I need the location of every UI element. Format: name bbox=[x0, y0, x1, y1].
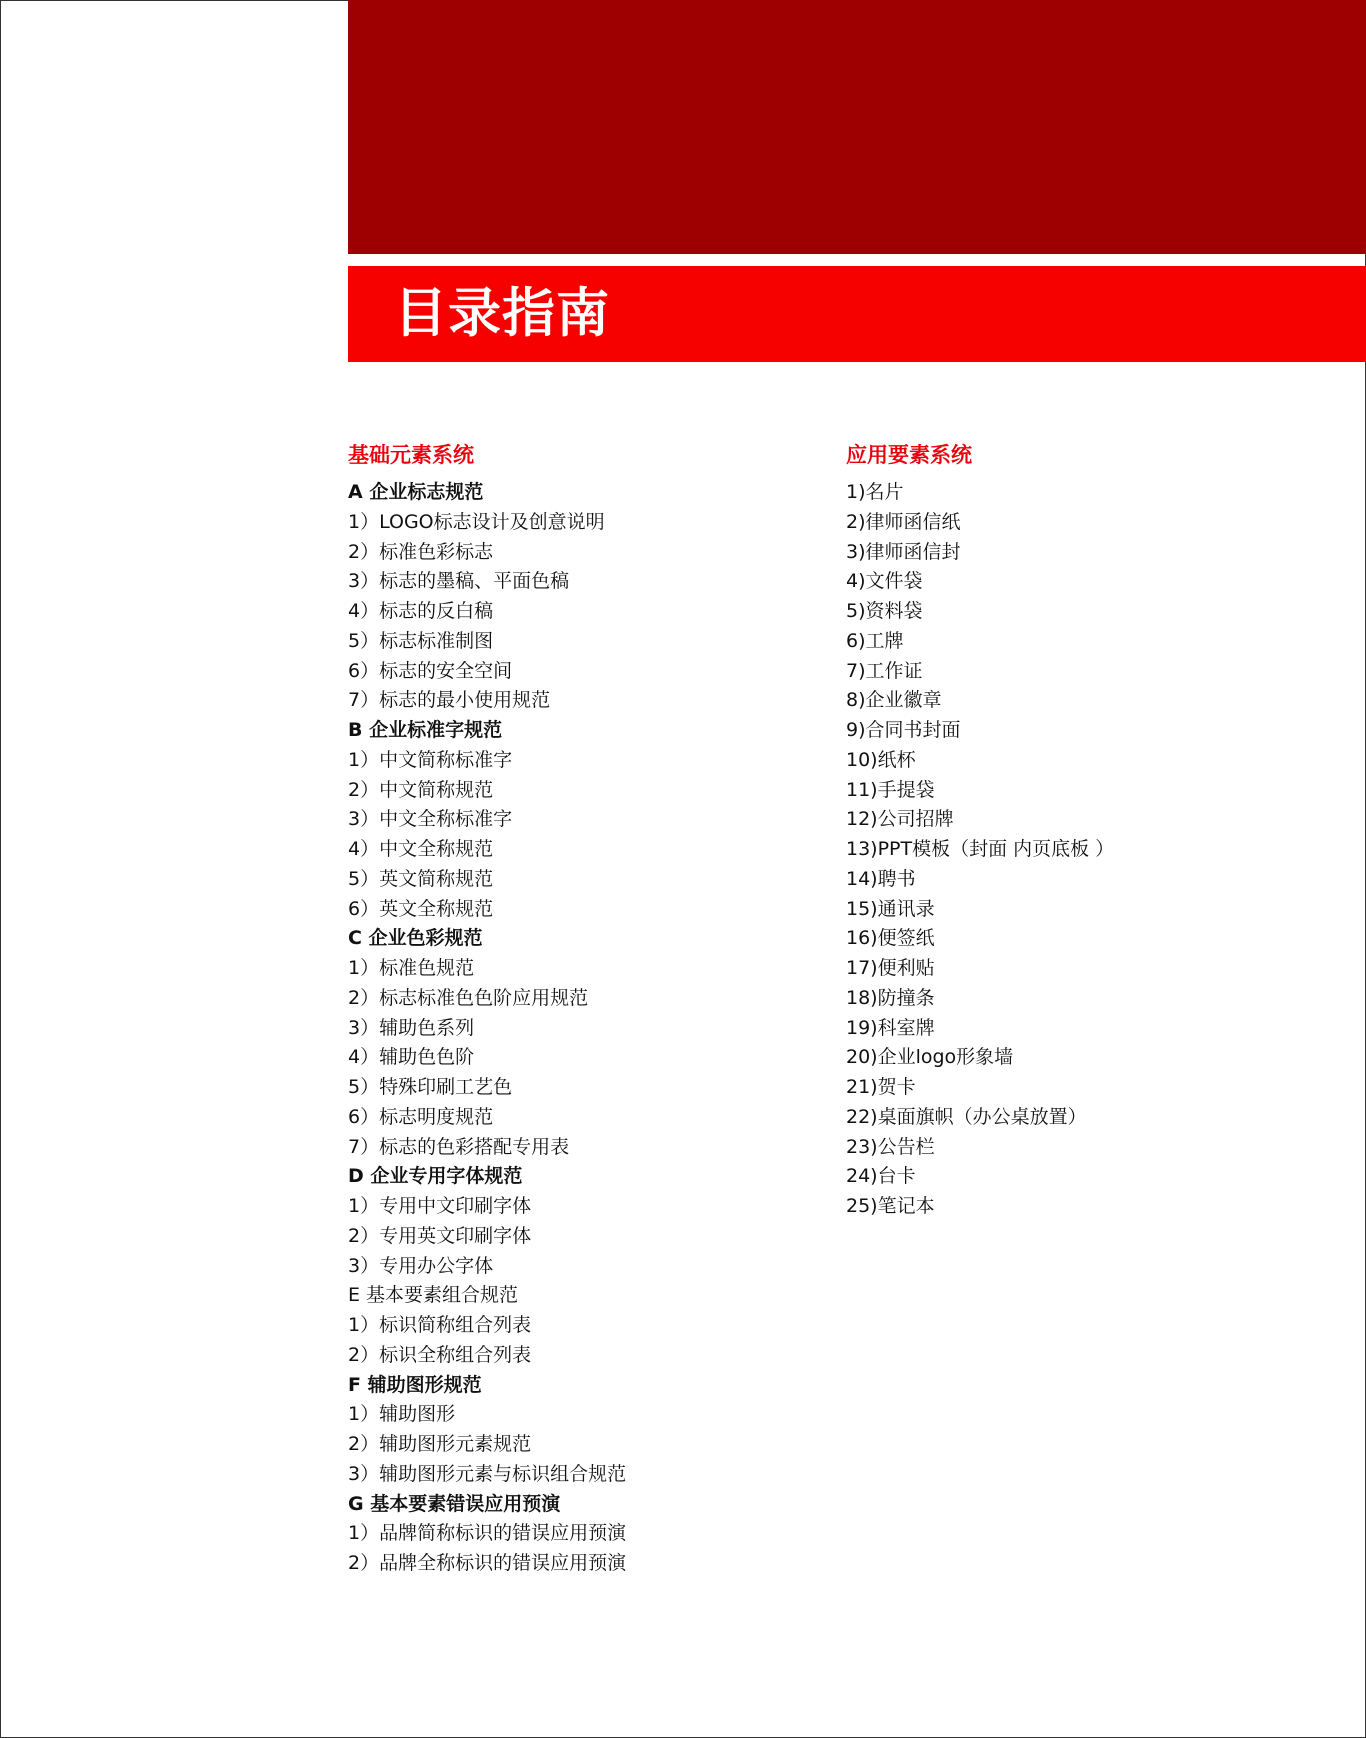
application-elements-heading: 应用要素系统 bbox=[846, 443, 972, 467]
toc-item: 9)合同书封面 bbox=[846, 719, 961, 741]
toc-item: 4)文件袋 bbox=[846, 570, 923, 593]
toc-item: 11)手提袋 bbox=[846, 778, 935, 801]
toc-item: 2）辅助图形元素规范 bbox=[348, 1433, 532, 1455]
toc-section-heading: G 基本要素错误应用预演 bbox=[348, 1492, 561, 1515]
toc-item: 13)PPT模板（封面 内页底板 ） bbox=[846, 838, 1115, 860]
toc-item: 1）品牌简称标识的错误应用预演 bbox=[348, 1522, 627, 1545]
toc-item: 3）辅助图形元素与标识组合规范 bbox=[348, 1462, 627, 1485]
toc-item: 3）标志的墨稿、平面色稿 bbox=[348, 570, 570, 593]
toc-item: 8)企业徽章 bbox=[846, 689, 942, 712]
toc-item: 20)企业logo形象墙 bbox=[846, 1046, 1014, 1069]
toc-item: 1)名片 bbox=[846, 481, 904, 503]
toc-item: 1）标准色规范 bbox=[348, 957, 475, 979]
toc-item: 3）辅助色系列 bbox=[348, 1016, 475, 1039]
toc-section-heading: B 企业标准字规范 bbox=[348, 719, 503, 741]
toc-item: 12)公司招牌 bbox=[846, 808, 954, 831]
application-elements-list bbox=[846, 478, 1346, 1222]
header-dark-band bbox=[348, 0, 1366, 254]
toc-section-heading: A 企业标志规范 bbox=[348, 481, 484, 503]
toc-item: 17)便利贴 bbox=[846, 957, 935, 979]
toc-item: 25)笔记本 bbox=[846, 1195, 935, 1217]
toc-item: 4）辅助色色阶 bbox=[348, 1046, 475, 1069]
toc-item: 2）标志标准色色阶应用规范 bbox=[348, 986, 589, 1009]
toc-item: 2）标准色彩标志 bbox=[348, 540, 494, 563]
toc-item: 18)防撞条 bbox=[846, 986, 935, 1009]
toc-item: 3）专用办公字体 bbox=[348, 1254, 494, 1277]
toc-item: 2）专用英文印刷字体 bbox=[348, 1224, 532, 1247]
toc-item: 1）LOGO标志设计及创意说明 bbox=[348, 510, 605, 533]
toc-item: 24)台卡 bbox=[846, 1165, 916, 1188]
toc-item: 5）英文简称规范 bbox=[348, 867, 494, 890]
toc-item: 21)贺卡 bbox=[846, 1076, 916, 1098]
toc-item: 10)纸杯 bbox=[846, 748, 916, 771]
toc-item: 4）标志的反白稿 bbox=[348, 600, 494, 622]
toc-item: 15)通讯录 bbox=[846, 897, 935, 920]
toc-item: 5）特殊印刷工艺色 bbox=[348, 1076, 513, 1098]
toc-item: E 基本要素组合规范 bbox=[348, 1284, 519, 1307]
toc-item: 7）标志的色彩搭配专用表 bbox=[348, 1135, 570, 1158]
toc-section-heading: F 辅助图形规范 bbox=[348, 1373, 482, 1396]
toc-item: 1）标识简称组合列表 bbox=[348, 1314, 532, 1336]
toc-item: 2）中文简称规范 bbox=[348, 778, 494, 801]
toc-item: 3）中文全称标准字 bbox=[348, 808, 513, 831]
toc-section-heading: D 企业专用字体规范 bbox=[348, 1165, 523, 1188]
toc-section-heading: C 企业色彩规范 bbox=[348, 927, 483, 950]
toc-item: 14)聘书 bbox=[846, 867, 916, 890]
toc-item: 1）辅助图形 bbox=[348, 1403, 456, 1426]
basic-elements-column bbox=[348, 440, 828, 1579]
toc-item: 23)公告栏 bbox=[846, 1135, 935, 1158]
application-elements-column bbox=[846, 440, 1346, 1222]
toc-item: 1）中文简称标准字 bbox=[348, 748, 513, 771]
toc-item: 6）标志明度规范 bbox=[348, 1105, 494, 1128]
basic-elements-heading: 基础元素系统 bbox=[348, 443, 474, 467]
toc-item: 7)工作证 bbox=[846, 659, 923, 682]
toc-item: 19)科室牌 bbox=[846, 1016, 935, 1039]
toc-item: 6)工牌 bbox=[846, 629, 904, 652]
toc-item: 7）标志的最小使用规范 bbox=[348, 689, 551, 712]
toc-item: 2）品牌全称标识的错误应用预演 bbox=[348, 1552, 627, 1574]
toc-item: 1）专用中文印刷字体 bbox=[348, 1195, 532, 1217]
toc-item: 4）中文全称规范 bbox=[348, 838, 494, 860]
toc-item: 6）英文全称规范 bbox=[348, 897, 494, 920]
toc-item: 22)桌面旗帜（办公桌放置） bbox=[846, 1105, 1087, 1128]
toc-item: 2）标识全称组合列表 bbox=[348, 1343, 532, 1366]
toc-item: 16)便签纸 bbox=[846, 927, 935, 950]
toc-item: 5)资料袋 bbox=[846, 600, 923, 622]
basic-elements-list bbox=[348, 478, 828, 1579]
page-title: 目录指南 bbox=[394, 283, 610, 344]
toc-item: 3)律师函信封 bbox=[846, 540, 961, 563]
toc-item: 6）标志的安全空间 bbox=[348, 659, 513, 682]
toc-item: 5）标志标准制图 bbox=[348, 629, 494, 652]
toc-item: 2)律师函信纸 bbox=[846, 510, 961, 533]
